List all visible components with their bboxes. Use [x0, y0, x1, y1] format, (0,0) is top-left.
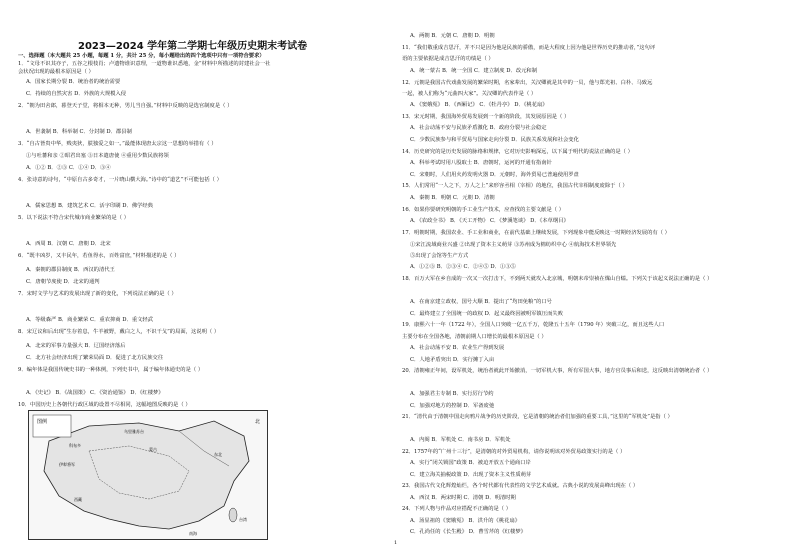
map-label: 东北	[214, 452, 222, 457]
option-line: C．少数民族参与和平贸易与国家走向分裂 D．民族关系发展和社会变化	[410, 137, 579, 143]
map-drawing	[29, 411, 267, 539]
option-line: ①宋江流域商业兴盛 ②出现了资本主义萌芽 ③苏州成为棉纺织中心 ④航海技术世界领先	[410, 242, 617, 248]
question-line: 4．张诗意的诗句，“中原自古多奇才，一片晓山横大海。”诗中的“道艺”不可能包括（ ）	[18, 177, 222, 183]
question-line: 会状况出现的最根本原因是（ ）	[18, 69, 94, 75]
option-line: C．建立海关抽税政策 D．出现了资本主义性质萌芽	[410, 472, 532, 478]
question-line: 9．编年体是我国传统史书的一种体例，下列史书中，属于编年体通史的是（ ）	[18, 367, 204, 373]
option-line: C．最终建立了全国统一的政权 D．起义最终因被明军镇压而失败	[410, 311, 564, 317]
option-line: A．社会动荡不安 B．农业生产得到发展	[410, 345, 505, 351]
question-line: 13．宋元时期，我国海外贸易发展到一个新的阶段，其发展原因是（ ）	[402, 114, 570, 120]
map-label: 南海	[189, 531, 197, 536]
option-line: ①与吐蕃和亲 ②昭君出塞 ③日本遣唐使 ④重用少数民族将领	[26, 153, 169, 159]
option-line: A．国家长期分裂 B．统治者的统治需要	[26, 79, 121, 85]
question-line: 语的主要依据是成吉思汗的功绩是（ ）	[402, 56, 494, 62]
question-line: 16．如果你要研究明朝的手工业生产技术，应查找的主要文献是（ ）	[402, 207, 565, 213]
option-line: C．加强对地方的控制 D．军备废弛	[410, 403, 495, 409]
qing-territory-map	[28, 410, 268, 540]
question-line: 5．以下说法不符合宋代城市商业繁荣的是（ ）	[18, 215, 129, 221]
north-arrow: 北	[255, 419, 261, 425]
option-line: C．人地矛盾突出 D．实行摊丁入亩	[410, 357, 495, 363]
question-line: 18．百万大军在乡自成的一次又一次打击下，不到两天就攻入北京城，明朝末帝崇祯在煤山自缢。下列关于该起义说法正确的是（ ）	[402, 276, 713, 282]
map-label: 西藏	[74, 497, 82, 502]
option-line: C．唐朝节度使 D．北宋的通判	[26, 279, 100, 285]
question-line: 主要分布在全国各地，清朝前期人口增长的最根本原因是（ ）	[402, 334, 547, 340]
question-line: 21．“清代由于清朝中国走向鸦片战争的历史阶段，它是清朝的统治者们加强的重要工具，”这里的“军机处”是指（ ）	[402, 414, 673, 420]
option-line: A．加强君主专制 B．实行厉行节约	[410, 391, 494, 397]
option-line: A．秦朝的郡县制度 B．西汉的清代王	[26, 267, 115, 273]
question-line: 17．明朝时期，我国农业、手工业和商业，在前代基础上继续发展，下列现象中能反映这一时期经济发展的有（ ）	[402, 230, 670, 236]
option-line: C．孔尚任的《长生殿》 D．曹雪芹的《红楼梦》	[410, 529, 526, 535]
question-line: 1．“文母不识其亦子，五谷之根枝肖；卢遗物谁识意理，一道物谁识悉地，金”材料中所描述的封建社会一社	[18, 61, 271, 67]
question-line: 10．中国历史上各朝代行政区域的设置不尽相同，这幅地图反映的是（ ）	[18, 402, 191, 408]
map-label: 台湾	[239, 517, 247, 522]
question-line: 11．“我们敬重成吉思汗，并不只是因为他是民族的骄傲，而是大程度上因为他是世界历史的推动者，”这句评	[402, 45, 656, 51]
map-label: 伊犁将军	[59, 462, 75, 467]
page-number: 1	[394, 540, 398, 546]
option-line: C．北方社会经济出现了繁荣局面 D．促进了北方民族交往	[26, 355, 164, 361]
option-line: A．统一蒙古 B．统一全国 C．建立制度 D．改元和制	[410, 68, 538, 74]
map-label: 乌里雅苏台	[124, 429, 144, 434]
option-line: A．汤显祖的《窦娥冤》 B．洪升的《桃花扇》	[410, 518, 521, 524]
option-line: A．北宋的军事力量强大 B．辽国经济落后	[26, 343, 126, 349]
option-line: A．《窦娥冤》 B．《西厢记》 C．《牡丹亭》 D．《桃花扇》	[410, 102, 548, 108]
option-line: A．社会动荡不安与民族矛盾激化 B．政府分裂与社会稳定	[410, 125, 547, 131]
option-line: A．秦朝 B．明朝 C．元朝 D．清朝	[410, 195, 495, 201]
option-line: A．实行“闭关锁国”政策 B．被迫开放五个通商口岸	[410, 460, 531, 466]
question-line: 7．宋时文学与艺术的发展出现了新的变化，下列说法正确的是（ ）	[18, 291, 177, 297]
option-line: A．科举考试时用八股取士 B．唐朝时，运河的开通有指南针	[410, 160, 552, 166]
option-line: A．两朝 B．元朝 C．唐朝 D．明朝	[410, 33, 495, 39]
option-line: A．儒家思想 B．建筑艺术 C．活字印刷 D．佛学经典	[26, 203, 154, 209]
question-line: 6．“既丰凶岁，又丰民年，若鱼得水，百姓富庶，”材料描述的是（ ）	[18, 253, 180, 259]
question-line: 2．“朝为田舍郎，暮登天子堂，将相本无种，男儿当自强。”材料中反映的是选官制度是（ ）	[18, 103, 233, 109]
option-line: A．①② B．②③ C．①④ D．③④	[26, 165, 111, 171]
question-line: 15．人们常用“一人之下，万人之上”来形容丞相（宰相）的地位，我国古代宰相制度废除于（ ）	[402, 183, 628, 189]
map-label: 图例	[37, 419, 48, 425]
option-line: A．《史记》 B．《战国策》 C．《资治通鉴》 D．《红楼梦》	[26, 390, 164, 396]
question-line: 24．下列人物与作品对应搭配不正确的是（ ）	[402, 506, 512, 512]
exam-title: 2023—2024 学年第二学期七年级历史期末考试卷	[78, 41, 308, 52]
option-line: A．世袭制 B．科举制 C．分封制 D．郡县制	[26, 129, 132, 135]
option-line: A．内阁 B．军机处 C．南书房 D．军机处	[410, 437, 511, 443]
question-line: 20．清朝雍正年间，设军机处，统治者就此开始撤消，一切军机大事，所有军国大事，地方官员事后和送，这反映出清朝统治者（ ）	[402, 368, 713, 374]
option-line: C．持续的自然灾害 D．外族的大规模入侵	[26, 91, 127, 97]
taiwan-island	[229, 508, 237, 522]
map-label: 蒙古	[149, 447, 157, 452]
section-heading: 一、选择题（本大题共 25 小题，每题 1 分，共计 25 分，每小题给出的四个选项中只有一项符合要求）	[18, 53, 265, 59]
question-line: 22．1757年的“广州十三行”，是清朝的对外贸易机构，请你说明该对外贸易政策实行的是（ ）	[402, 449, 626, 455]
option-line: C．宋朝时，人们用火药发明火器 D．元朝时，海外贸易已普遍使用罗盘	[410, 172, 579, 178]
option-line: A．①②③ B．②③④ C．②④⑤ D．①③⑤	[410, 264, 516, 270]
question-line: 3．“自古皆贵中华，贱夷狄，朕独爱之如一。”最能体现唐太宗这一思想的举措有（ ）	[18, 141, 217, 147]
question-line: 一起，被人们称为“元曲四大家”。关汉卿的代表作是（ ）	[402, 91, 537, 97]
option-line: ⑤出现了会馆等生产方式	[410, 253, 469, 259]
option-line: A．等级森严 B．商业繁荣 C．重农抑商 D．重文轻武	[26, 317, 154, 323]
map-label: 科布多	[69, 443, 81, 448]
question-line: 19．康熙六十一年（1722 年），全国人口突破一亿五千万，乾隆五十五年（1790 年）突破三亿，而且这些人口	[402, 322, 665, 328]
option-line: A．《农政全书》 B．《天工开物》 C．《梦溪笔谈》 D．《本草纲目》	[410, 218, 569, 224]
option-line: A．西汉 B．两宋时期 C．清朝 D．明清时期	[410, 495, 516, 501]
question-line: 14．历史研究的是历史发展的脉络和规律，它对历史影响深远，以下属于明代的说法正确的是（ ）	[402, 149, 633, 155]
question-line: 8．宋辽议和后出现“生存着息，牛羊被野，戴白之人，不识干戈”的局面，这说明（ ）	[18, 329, 220, 335]
option-line: A．在南京建立政权，国号大顺 B．提出了“均田免粮”的口号	[410, 299, 552, 305]
question-line: 23．我国古代文化辉煌灿烂，各个时代都有代表性的文学艺术成就。古典小说的发展高峰出现在（ ）	[402, 483, 639, 489]
question-line: 12．元朝是我国古代戏曲发展的繁荣时期，名家辈出，关汉卿就是其中的一员，他与郑光祖、白朴、马致远	[402, 80, 653, 86]
option-line: A．西周 B．汉朝 C．唐朝 D．北宋	[26, 241, 111, 247]
